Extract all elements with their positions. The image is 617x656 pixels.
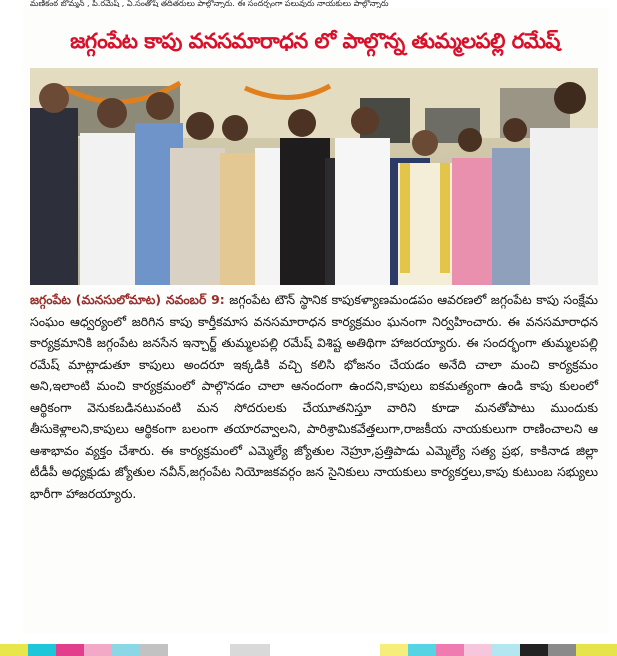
- top-strip-text: మణికంఠ బొమ్మన్ , పి.రమేష్ , ఏ.సంతోష్ తదితరులు పాల్గొన్నారు. ఈ సందర్భంగా పలువురు నాయకులు పాల్గొన్నారు: [30, 0, 389, 8]
- group-photo-illustration: [30, 68, 598, 285]
- print-color-bar: [0, 641, 617, 656]
- headline: జగ్గంపేట కాపు వనసమారాధన లో పాల్గొన్న తుమ్మలపల్లి రమేష్: [70, 29, 560, 53]
- article-text: జగ్గంపేట టౌన్ స్థానిక కాపుకళ్యాణమండపం ఆవరణలో జగ్గంపేట కాపు సంక్షేమ సంఘం ఆధ్వర్యంలో జరిగిన కాపు కార్తీకమాస వనసమారాధన కార్యక్రమం ఘనంగా నిర్వహించారు. ఈ వనసమారాధన కార్యక్రమానికి జగ్గంపేట జనసేన ఇన్చార్జ్ తుమ్మలపల్లి రమేష్ విశిష్ట అతిథిగా హాజరయ్యారు. ఈ సందర్భంగా తుమ్మలపల్లి రమేష్ మాట్లాడుతూ కాపులు అందరూ ఇక్కడికి వచ్చి కలిసి భోజనం చేయడం అనేది చాలా మంచి కార్యక్రమం అని,ఇలాంటి మంచి కార్యక్రమంలో పాల్గొనడం చాలా ఆనందంగా ఉందని,కాపులు ఐకమత్యంగా ఉండి కాపు కులంలో ఆర్థికంగా వెనుకబడినటువంటి మన సోదరులకు చేయూతనిస్తూ వారిని కూడా మనతోపాటు ముందుకు తీసుకెళ్లాలని,కాపులు ఆర్థికంగా బలంగా తయారవ్వాలని, పారిశ్రామికవేత్తలుగా,రాజకీయ నాయకులుగా రాణించాలని ఆ ఆశాభావం వ్యక్తం చేశారు. ఈ కార్యక్రమంలో ఎమ్మెల్యే జ్యోతుల నెహ్రూ,ప్రత్తిపాడు ఎమ్మెల్యే సత్య ప్రభ, కాకినాడ జిల్లా టీడీపీ అధ్యక్షుడు జ్యోతుల నవీన్,జగ్గంపేట నియోజకవర్గం జన సైనికులు నాయకులు కార్యకర్తలు,కాపు కుటుంబ సభ్యులు భారీగా హాజరయ్యారు.: [30, 292, 598, 501]
- article-dateline: జగ్గంపేట (మనసులోమాట) నవంబర్ 9:: [30, 292, 225, 307]
- group-photo: [30, 68, 598, 285]
- article-body: [30, 289, 598, 504]
